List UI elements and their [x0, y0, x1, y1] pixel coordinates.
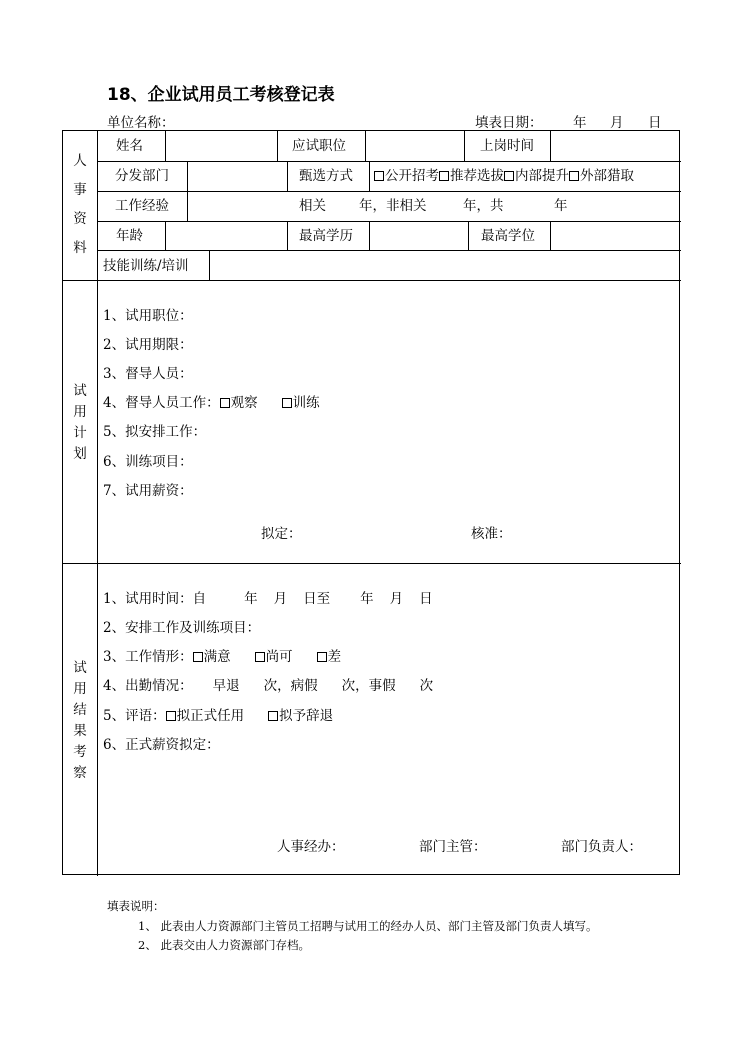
position-label: 应试职位	[292, 138, 346, 154]
checkbox-icon[interactable]	[166, 711, 176, 721]
department-label: 分发部门	[115, 168, 169, 184]
exp-year3: 年	[554, 198, 568, 214]
checkbox-icon[interactable]	[268, 711, 278, 721]
checkbox-icon[interactable]	[439, 171, 449, 181]
checkbox-icon[interactable]	[255, 652, 265, 662]
result-side-label: 试 用 结 果 考 察	[73, 660, 87, 781]
fill-date-month: 月	[610, 115, 624, 131]
plan-side-label: 试 用 计 划	[73, 383, 87, 462]
result-item-2: 2、安排工作及训练项目：	[103, 620, 261, 636]
registration-form	[62, 130, 680, 875]
notes-line-1: 1、 此表由人力资源部门主管员工招聘与试用工的经办人员、部门主管及部门负责人填写。	[138, 919, 598, 933]
result-item-6: 6、正式薪资拟定：	[103, 737, 220, 753]
plan-item-3: 3、督导人员：	[103, 366, 193, 382]
plan-item-4: 4、督导人员工作： 观察 训练	[103, 395, 320, 411]
degree-label: 最高学位	[481, 228, 535, 244]
fill-date-year: 年	[573, 115, 587, 131]
age-label: 年龄	[116, 228, 143, 244]
skills-label: 技能训练/培训	[103, 258, 189, 274]
result-item-3: 3、工作情形： 满意 尚可 差	[103, 649, 342, 665]
selection-options: 公开招考 推荐选拔 内部提升 外部猎取	[374, 168, 634, 184]
notes-title: 填表说明：	[107, 899, 165, 913]
form-title: 18、企业试用员工考核登记表	[107, 85, 335, 105]
plan-item-1: 1、试用职位：	[103, 308, 193, 324]
fill-date-day: 日	[648, 115, 662, 131]
selection-label: 甄选方式	[299, 168, 353, 184]
checkbox-icon[interactable]	[193, 652, 203, 662]
checkbox-icon[interactable]	[282, 398, 292, 408]
checkbox-icon[interactable]	[220, 398, 230, 408]
education-label: 最高学历	[299, 228, 353, 244]
result-item-1: 1、试用时间：自 年 月 日至 年 月 日	[103, 591, 433, 607]
name-label: 姓名	[116, 138, 143, 154]
sign-head-label: 部门负责人：	[561, 839, 642, 855]
approved-label: 核准：	[471, 526, 512, 542]
exp-year2: 年，共	[463, 198, 504, 214]
unit-name-label: 单位名称：	[107, 115, 175, 131]
start-time-label: 上岗时间	[480, 138, 534, 154]
exp-year1: 年，非相关	[359, 198, 427, 214]
checkbox-icon[interactable]	[569, 171, 579, 181]
drafted-label: 拟定：	[261, 526, 302, 542]
hr-side-label: 人 事 资 料	[73, 153, 87, 256]
notes-line-2: 2、 此表交由人力资源部门存档。	[138, 938, 310, 952]
plan-item-5: 5、拟安排工作：	[103, 424, 207, 440]
checkbox-icon[interactable]	[504, 171, 514, 181]
result-item-4: 4、出勤情况： 早退 次，病假 次，事假 次	[103, 678, 434, 694]
checkbox-icon[interactable]	[374, 171, 384, 181]
sign-manager-label: 部门主管：	[419, 839, 487, 855]
plan-item-7: 7、试用薪资：	[103, 483, 193, 499]
plan-item-2: 2、试用期限：	[103, 337, 193, 353]
experience-label: 工作经验	[115, 198, 169, 214]
plan-item-6: 6、训练项目：	[103, 454, 193, 470]
exp-related: 相关	[299, 198, 326, 214]
checkbox-icon[interactable]	[317, 652, 327, 662]
result-item-5: 5、评语： 拟正式任用 拟予辞退	[103, 708, 334, 724]
sign-hr-label: 人事经办：	[277, 839, 345, 855]
fill-date-label: 填表日期：	[475, 115, 543, 131]
